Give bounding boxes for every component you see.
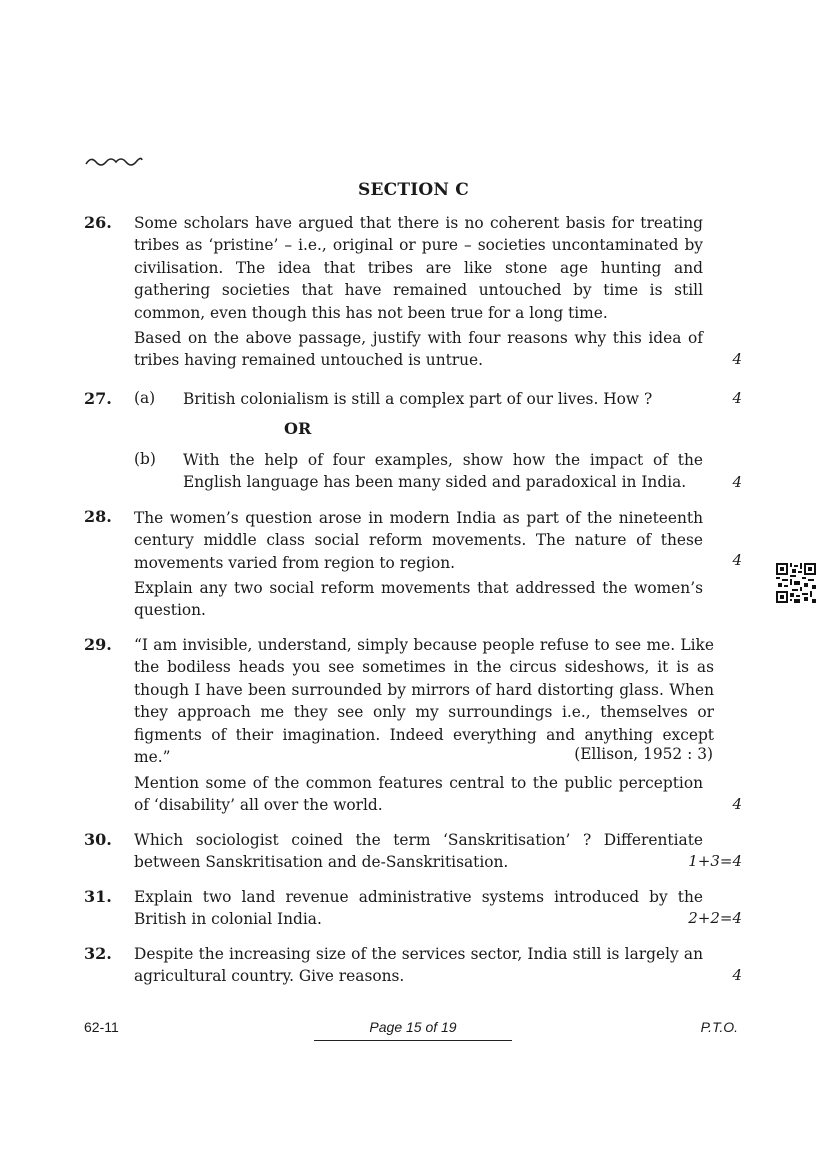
pto-label: P.T.O.: [700, 1019, 738, 1035]
question-text: Explain any two social reform movements that addressed the women’s question.: [134, 579, 703, 620]
marks-label: 4: [732, 389, 742, 407]
question-number: 30.: [84, 830, 112, 849]
page-number: Page 15 of 19: [369, 1019, 457, 1035]
question-text: Which sociologist coined the term ‘Sanskritisation’ ? Differentiate between Sanskritisation and de-Sanskritisation.: [134, 831, 703, 872]
marks-label: 2+2=4: [688, 909, 742, 927]
question-number: 29.: [84, 635, 112, 654]
question-number: 28.: [84, 507, 112, 526]
paper-code: 62-11: [84, 1019, 119, 1035]
footer-divider: [314, 1040, 512, 1041]
section-title: SECTION C: [358, 180, 469, 200]
quote-text: “I am invisible, understand, simply because people refuse to see me. Like the bodiless heads you see sometimes in the circus sideshows, it is as though I have been surrounded by mirrors of hard distorting glass. When they approach me they see only my surroundings i.e., themselves or figments of their imagination. Indeed everything and anything except me.”: [134, 636, 714, 767]
question-text: Some scholars have argued that there is no coherent basis for treating tribes as ‘pristine’ – i.e., original or pure – societies uncontaminated by civilisation. The idea that tribes are like stone age hunting and gathering societies that have remained untouched by time is still common, even though this has not been true for a long time.: [134, 214, 703, 322]
question-number: 27.: [84, 389, 112, 408]
question-text: Explain two land revenue administrative systems introduced by the British in colonial India.: [134, 888, 703, 929]
qr-code-icon: [776, 563, 816, 603]
marks-label: 4: [732, 350, 742, 368]
question-text: The women’s question arose in modern India as part of the nineteenth century middle class social reform movements. The nature of these movements varied from region to region.: [134, 509, 703, 572]
marks-label: 4: [732, 473, 742, 491]
or-label: OR: [284, 419, 312, 438]
question-text: Despite the increasing size of the services sector, India still is largely an agricultural country. Give reasons.: [134, 945, 703, 986]
wavy-line-icon: [84, 150, 144, 172]
question-number: 26.: [84, 213, 112, 232]
question-text: Mention some of the common features central to the public perception of ‘disability’ all over the world.: [134, 774, 703, 815]
marks-label: 1+3=4: [688, 852, 742, 870]
question-text: Based on the above passage, justify with four reasons why this idea of tribes having remained untouched is untrue.: [134, 329, 703, 370]
marks-label: 4: [732, 551, 742, 569]
sub-question-label: (a): [134, 389, 156, 407]
sub-question-text: With the help of four examples, show how the impact of the English language has been many sided and paradoxical in India.: [183, 451, 703, 492]
sub-question-text: British colonialism is still a complex part of our lives. How ?: [183, 390, 653, 408]
question-number: 32.: [84, 944, 112, 963]
citation: (Ellison, 1952 : 3): [574, 745, 713, 763]
marks-label: 4: [732, 795, 742, 813]
question-number: 31.: [84, 887, 112, 906]
marks-label: 4: [732, 966, 742, 984]
sub-question-label: (b): [134, 450, 156, 468]
